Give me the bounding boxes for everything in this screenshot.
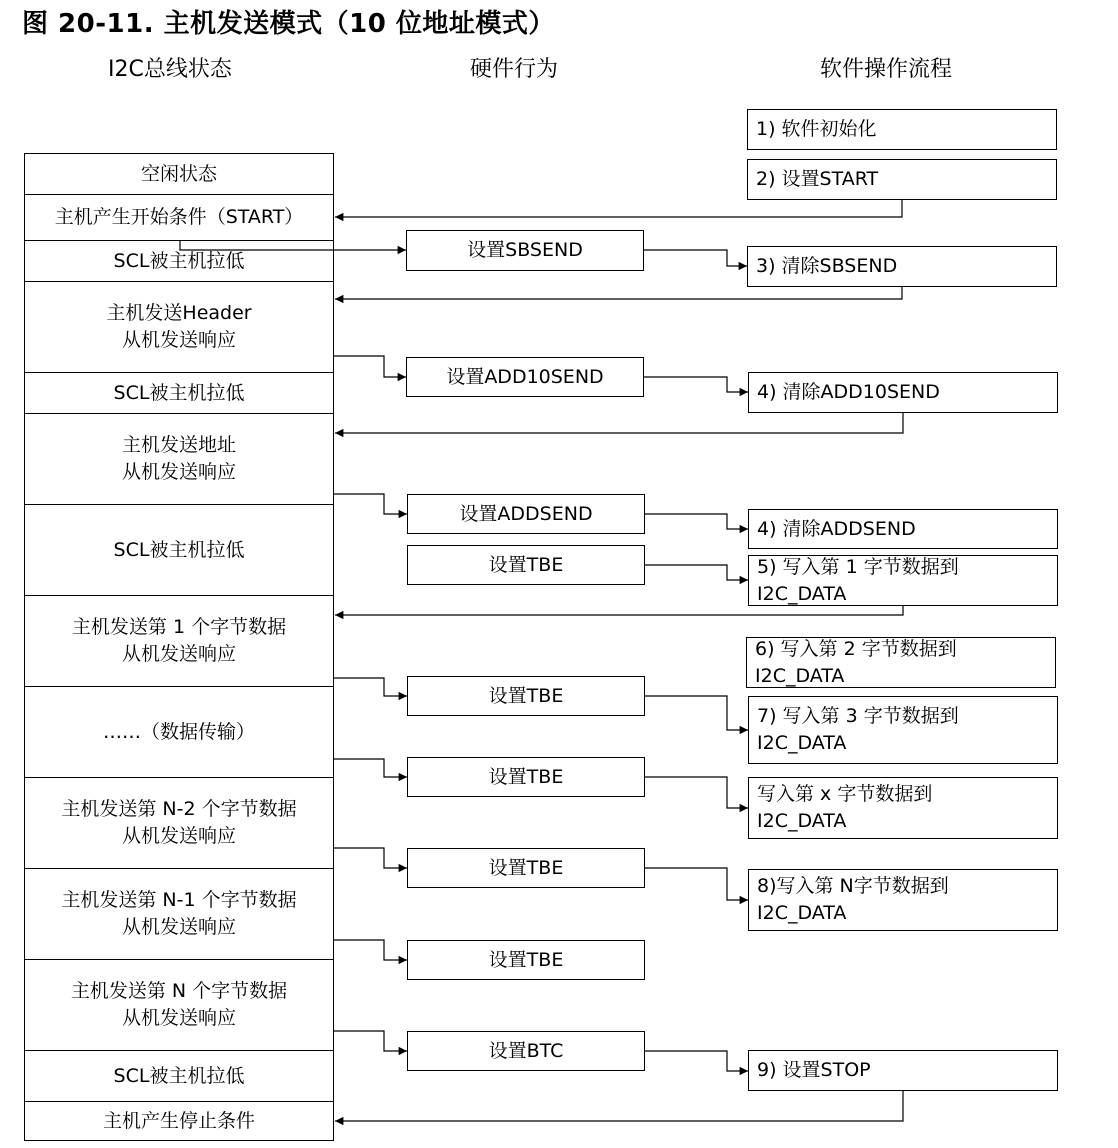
hw-action-label: 设置BTC xyxy=(488,1039,564,1062)
bus-state-label: SCL被主机拉低 xyxy=(113,1064,245,1087)
bus-state-label: 主机发送第 N 个字节数据 从机发送响应 xyxy=(70,980,288,1029)
sw-step-clear-addsend xyxy=(748,509,1058,549)
arrow-bus-to-addsend xyxy=(334,494,407,514)
sw-step-label: 8)写入第 N字节数据到 I2C_DATA xyxy=(757,875,949,924)
sw-step-label: 6) 写入第 2 字节数据到 I2C_DATA xyxy=(755,637,957,687)
software-column-header: 软件操作流程 xyxy=(820,57,953,82)
hw-set-tbe-1 xyxy=(407,545,645,585)
hw-set-tbe-5 xyxy=(407,940,645,980)
hw-set-btc xyxy=(407,1031,645,1071)
hw-set-sbsend xyxy=(406,230,644,271)
arrow-btc-to-stop xyxy=(645,1051,748,1071)
hw-action-label: 设置ADDSEND xyxy=(459,502,593,525)
bus-state-label: SCL被主机拉低 xyxy=(113,249,245,272)
sw-step-write-byte-1 xyxy=(748,555,1058,606)
arrow-tbe-3-to-write-x xyxy=(645,777,748,808)
bus-state-label: 主机产生开始条件（START） xyxy=(54,206,304,228)
sw-step-label: 2) 设置START xyxy=(756,168,879,190)
arrow-stop-to-bus xyxy=(335,1091,903,1121)
bus-state-column-header: I2C总线状态 xyxy=(108,57,232,82)
bus-state-label: 主机发送地址 从机发送响应 xyxy=(121,434,236,483)
bus-state-label: 空闲状态 xyxy=(140,162,217,185)
bus-state-label: 主机发送Header 从机发送响应 xyxy=(106,302,252,351)
bus-state-data-n-2 xyxy=(24,777,334,869)
bus-state-data-transfer xyxy=(24,686,334,778)
bus-state-header xyxy=(24,281,334,373)
hw-set-tbe-4 xyxy=(407,848,645,888)
bus-state-data-n-1 xyxy=(24,868,334,960)
arrow-start-to-bus xyxy=(335,200,902,217)
hw-set-tbe-2 xyxy=(407,676,645,716)
bus-state-label: SCL被主机拉低 xyxy=(113,381,245,404)
sw-step-label: 7) 写入第 3 字节数据到 I2C_DATA xyxy=(757,705,959,754)
sw-step-write-byte-x xyxy=(748,777,1058,839)
bus-state-scl-low-4 xyxy=(24,1050,334,1102)
hw-action-label: 设置TBE xyxy=(488,553,564,576)
arrow-sbsend-clear-to-bus xyxy=(335,287,902,299)
arrow-bus-to-btc xyxy=(334,1031,407,1051)
sw-step-label: 4) 清除ADDSEND xyxy=(757,517,916,540)
hw-set-add10send xyxy=(406,357,644,397)
arrow-tbe-4-to-write-n xyxy=(645,868,748,900)
arrow-add10send-to-clear xyxy=(644,377,748,392)
arrow-bus-to-tbe-2 xyxy=(334,678,407,696)
bus-state-scl-low-2 xyxy=(24,372,334,414)
bus-state-idle xyxy=(24,153,334,195)
arrow-add10send-clear-to-bus xyxy=(335,413,903,433)
arrow-bus-to-tbe-4 xyxy=(334,848,407,868)
sw-step-write-byte-n xyxy=(748,869,1058,931)
bus-state-label: ……（数据传输） xyxy=(102,720,255,743)
sw-step-label: 3) 清除SBSEND xyxy=(756,255,898,277)
bus-state-address xyxy=(24,413,334,505)
arrow-bus-to-tbe-3 xyxy=(334,759,407,777)
arrow-sbsend-to-clear xyxy=(644,250,747,266)
hw-action-label: 设置TBE xyxy=(488,856,564,879)
hw-set-addsend xyxy=(407,494,645,534)
bus-state-data-n xyxy=(24,959,334,1051)
sw-step-init xyxy=(747,109,1057,150)
bus-state-start xyxy=(24,194,334,241)
sw-step-write-byte-2 xyxy=(746,637,1056,688)
arrow-bus-to-add10send xyxy=(334,356,406,377)
hw-set-tbe-3 xyxy=(407,757,645,797)
hw-action-label: 设置TBE xyxy=(488,684,564,707)
arrow-tbe-2-to-write-3 xyxy=(645,696,748,730)
sw-step-set-start xyxy=(747,159,1057,200)
arrow-bus-to-tbe-5 xyxy=(334,940,407,960)
hw-action-label: 设置TBE xyxy=(488,765,564,788)
bus-state-scl-low-1 xyxy=(24,240,334,282)
hw-action-label: 设置SBSEND xyxy=(467,239,583,261)
sw-step-label: 1) 软件初始化 xyxy=(756,118,877,140)
hw-action-label: 设置TBE xyxy=(488,948,564,971)
sw-step-label: 9) 设置STOP xyxy=(757,1059,871,1081)
sw-step-write-byte-3 xyxy=(748,696,1058,764)
bus-state-label: 主机发送第 N-1 个字节数据 从机发送响应 xyxy=(61,889,297,938)
bus-state-data-1 xyxy=(24,595,334,687)
sw-step-set-stop xyxy=(748,1050,1058,1091)
bus-state-label: SCL被主机拉低 xyxy=(113,538,245,561)
arrow-addsend-to-clear xyxy=(645,514,748,529)
sw-step-clear-add10send xyxy=(748,372,1058,413)
bus-state-label: 主机发送第 N-2 个字节数据 从机发送响应 xyxy=(61,798,297,847)
bus-state-scl-low-3 xyxy=(24,504,334,596)
sw-step-clear-sbsend xyxy=(747,246,1057,287)
hardware-column-header: 硬件行为 xyxy=(470,57,559,82)
arrow-tbe-1-to-write-1 xyxy=(645,565,748,580)
sw-step-label: 5) 写入第 1 字节数据到 I2C_DATA xyxy=(757,555,959,605)
bus-state-label: 主机发送第 1 个字节数据 从机发送响应 xyxy=(71,616,287,665)
bus-state-label: 主机产生停止条件 xyxy=(102,1109,255,1132)
bus-state-stop xyxy=(24,1101,334,1141)
sw-step-label: 4) 清除ADD10SEND xyxy=(757,381,940,403)
figure-title: 图 20-11. 主机发送模式（10 位地址模式） xyxy=(22,9,555,39)
sw-step-label: 写入第 x 字节数据到 I2C_DATA xyxy=(757,783,933,832)
hw-action-label: 设置ADD10SEND xyxy=(446,365,604,388)
